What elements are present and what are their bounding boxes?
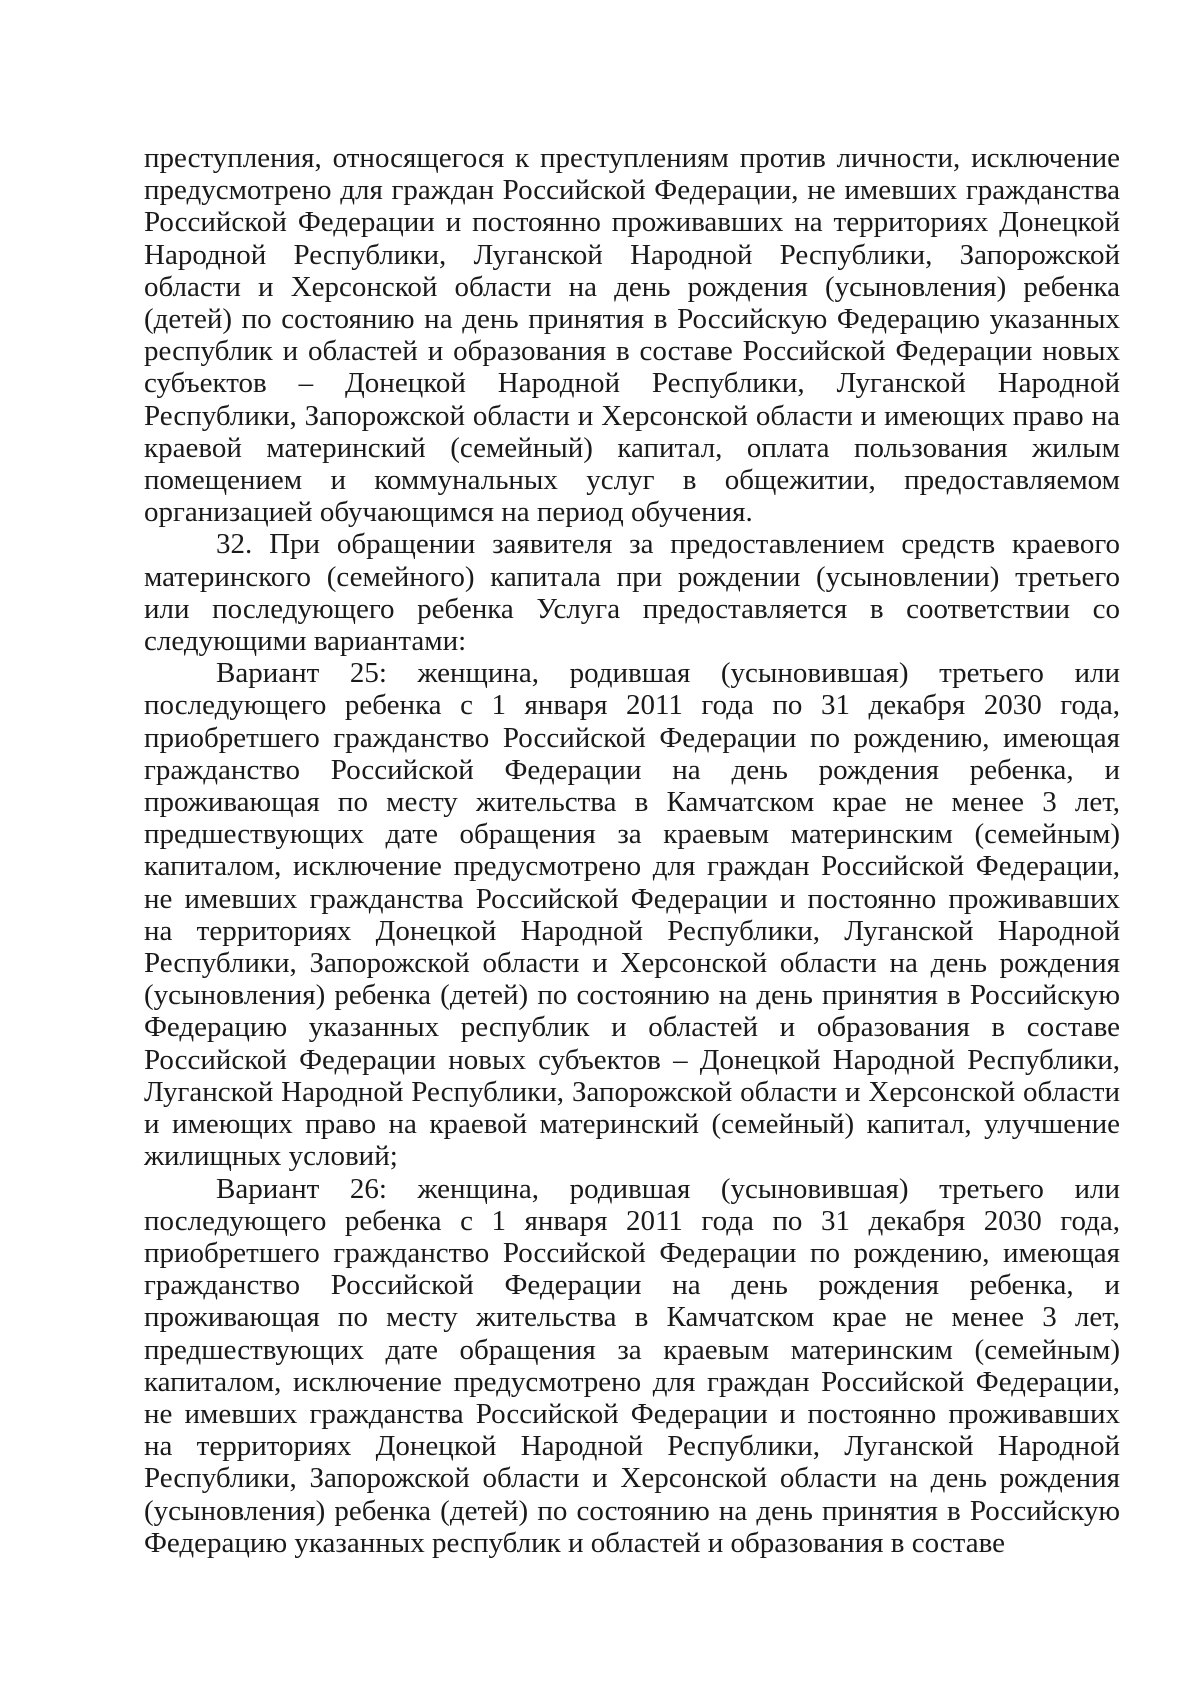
document-page bbox=[144, 142, 1120, 1559]
paragraph-continuation: преступления, относящегося к преступлениям против личности, исключение предусмотрено для граждан Российской Федерации, не имевших гражданства Российской Федерации и постоянно проживавших на территориях Донецкой Народной Республики, Луганской Народной Республики, Запорожской области и Херсонской области на день рождения (усыновления) ребенка (детей) по состоянию на день принятия в Российскую Федерацию указанных республик и областей и образования в составе Российской Федерации новых субъектов – Донецкой Народной Республики, Луганской Народной Республики, Запорожской области и Херсонской области и имеющих право на краевой материнский (семейный) капитал, оплата пользования жилым помещением и коммунальных услуг в общежитии, предоставляемом организацией обучающимся на период обучения. bbox=[144, 142, 1120, 529]
paragraph-variant-26: Вариант 26: женщина, родившая (усыновившая) третьего или последующего ребенка с 1 января 2011 года по 31 декабря 2030 года, приобретшего гражданство Российской Федерации по рождению, имеющая гражданство Российской Федерации на день рождения ребенка, и проживающая по месту жительства в Камчатском крае не менее 3 лет, предшествующих дате обращения за краевым материнским (семейным) капиталом, исключение предусмотрено для граждан Российской Федерации, не имевших гражданства Российской Федерации и постоянно проживавших на территориях Донецкой Народной Республики, Луганской Народной Республики, Запорожской области и Херсонской области на день рождения (усыновления) ребенка (детей) по состоянию на день принятия в Российскую Федерацию указанных республик и областей и образования в составе bbox=[144, 1172, 1120, 1559]
paragraph-variant-25: Вариант 25: женщина, родившая (усыновившая) третьего или последующего ребенка с 1 января 2011 года по 31 декабря 2030 года, приобретшего гражданство Российской Федерации по рождению, имеющая гражданство Российской Федерации на день рождения ребенка, и проживающая по месту жительства в Камчатском крае не менее 3 лет, предшествующих дате обращения за краевым материнским (семейным) капиталом, исключение предусмотрено для граждан Российской Федерации, не имевших гражданства Российской Федерации и постоянно проживавших на территориях Донецкой Народной Республики, Луганской Народной Республики, Запорожской области и Херсонской области на день рождения (усыновления) ребенка (детей) по состоянию на день принятия в Российскую Федерацию указанных республик и областей и образования в составе Российской Федерации новых субъектов – Донецкой Народной Республики, Луганской Народной Республики, Запорожской области и Херсонской области и имеющих право на краевой материнский (семейный) капитал, улучшение жилищных условий; bbox=[144, 657, 1120, 1173]
paragraph-item-32: 32. При обращении заявителя за предоставлением средств краевого материнского (семейного) капитала при рождении (усыновлении) третьего или последующего ребенка Услуга предоставляется в соответствии со следующими вариантами: bbox=[144, 528, 1120, 658]
